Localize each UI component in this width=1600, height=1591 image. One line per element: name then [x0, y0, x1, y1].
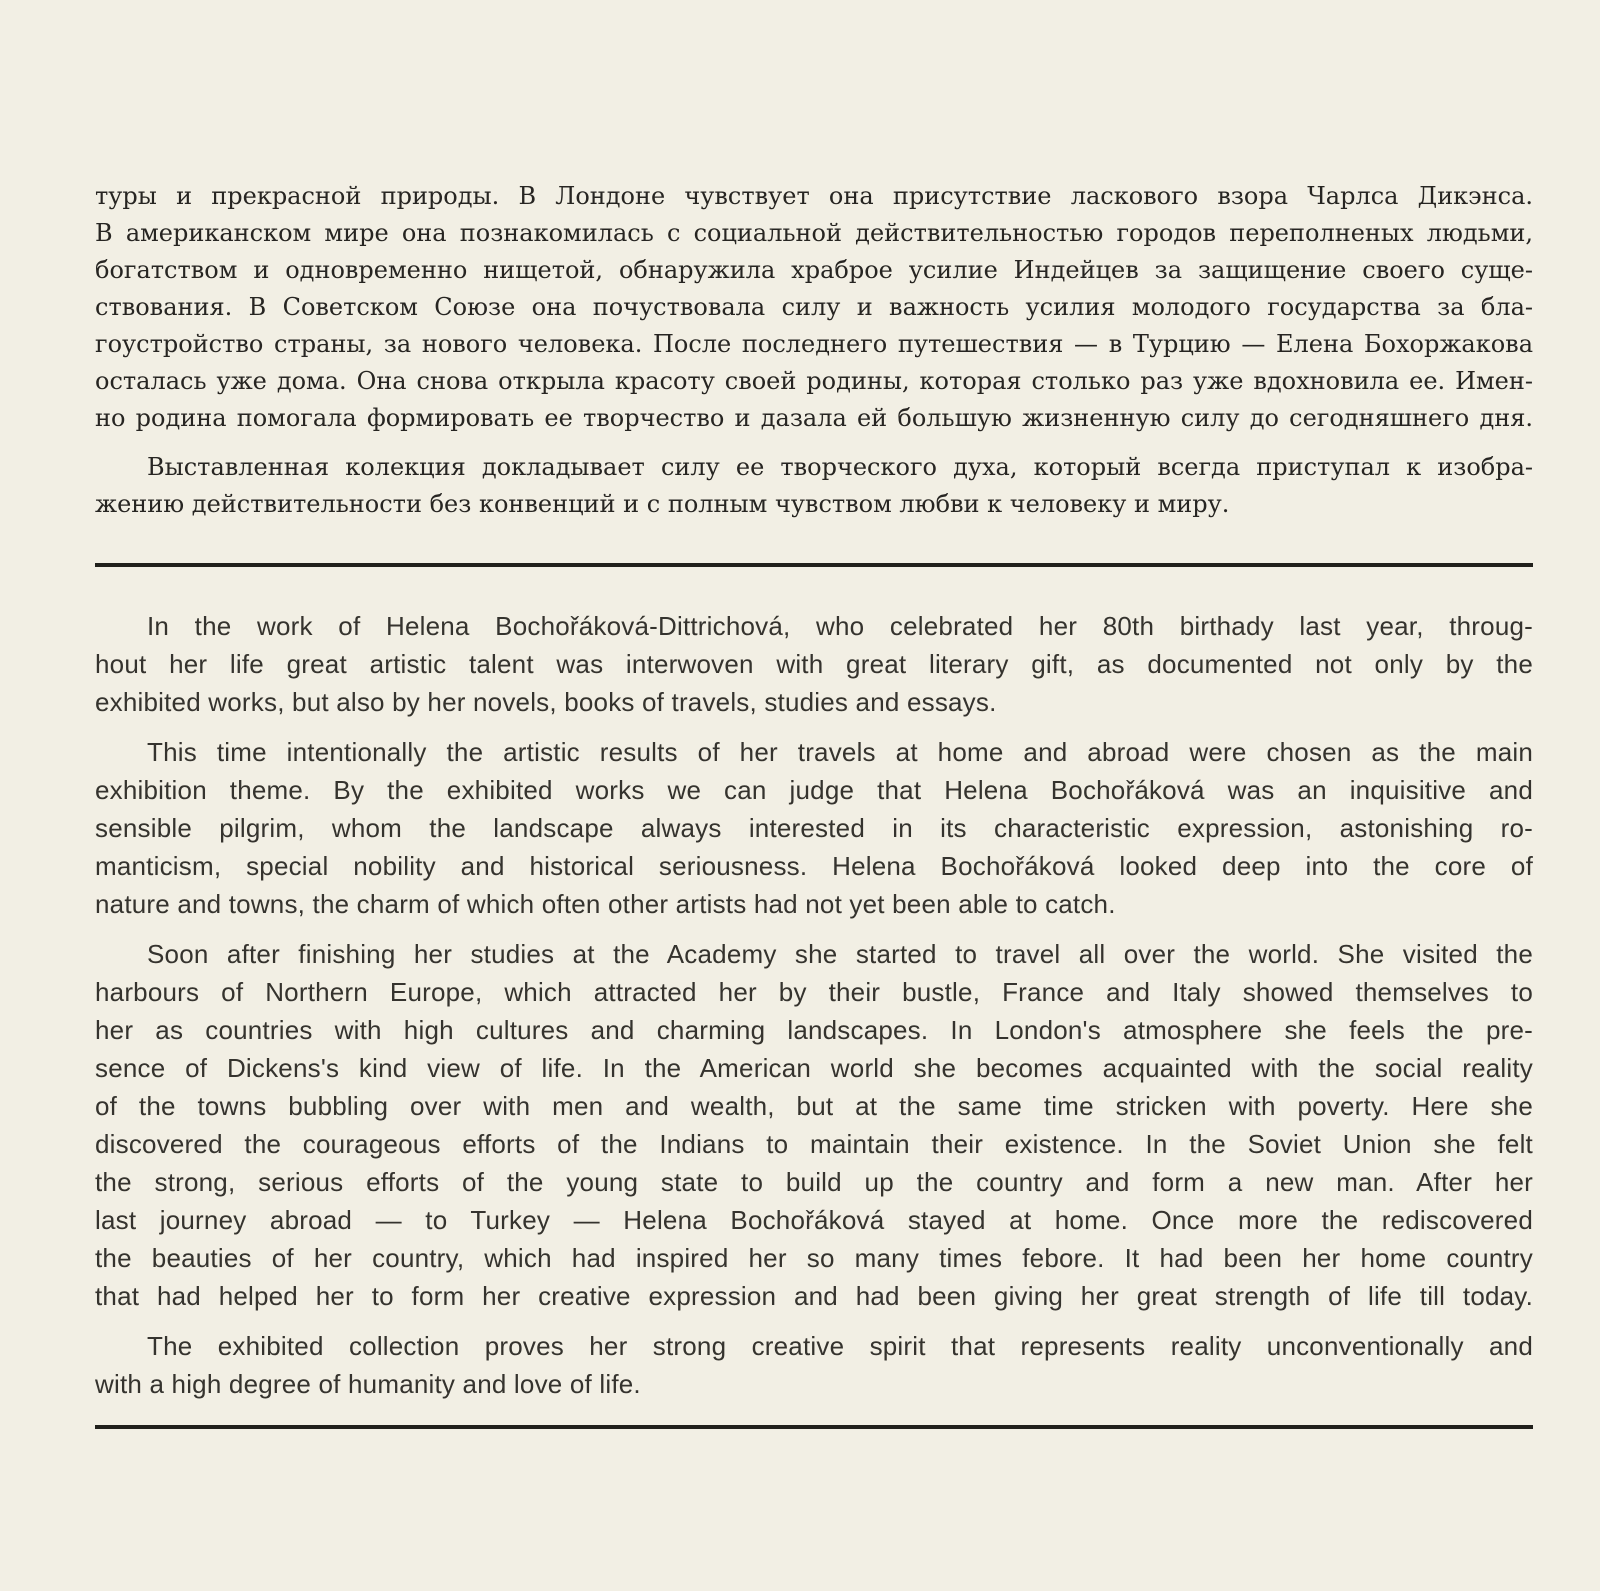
paragraph	[95, 733, 1533, 923]
text-line: discovered the courageous efforts of the Indians to maintain their existence. In the Soviet Union she felt	[95, 1129, 1533, 1159]
text-line: Выставленная колекция докладывает силу ее творческого духа, который всегда приступал к изобра-	[147, 453, 1533, 481]
text-line: exhibited works, but also by her novels, books of travels, studies and essays.	[95, 687, 997, 717]
text-line: exhibition theme. By the exhibited works we can judge that Helena Bochořáková was an inquisitive and	[95, 775, 1533, 805]
text-line: nature and towns, the charm of which often other artists had not yet been able to catch.	[95, 889, 1116, 919]
text-line: жению действительности без конвенций и с полным чувством любви к человеку и миру.	[95, 490, 1230, 518]
text-line: осталась уже дома. Она снова открыла красоту своей родины, которая столько раз уже вдохновила ее. Имен-	[95, 367, 1533, 395]
text-line: In the work of Helena Bochořáková-Dittrichová, who celebrated her 80th birthady last year, throug-	[147, 611, 1533, 641]
text-line: The exhibited collection proves her strong creative spirit that represents reality unconventionally and	[147, 1331, 1533, 1361]
paragraph	[95, 1327, 1533, 1403]
text-line: sensible pilgrim, whom the landscape always interested in its characteristic expression, astonishing ro-	[95, 813, 1533, 843]
text-line: This time intentionally the artistic results of her travels at home and abroad were chosen as the main	[147, 737, 1533, 767]
paragraph	[95, 935, 1533, 1315]
text-line: sence of Dickens's kind view of life. In the American world she becomes acquainted with the social reality	[95, 1053, 1533, 1083]
text-line: Soon after finishing her studies at the Academy she started to travel all over the world. She visited the	[147, 939, 1533, 969]
text-line: that had helped her to form her creative expression and had been giving her great strength of life till today.	[95, 1281, 1533, 1311]
separator-rule-top	[95, 563, 1533, 567]
text-line: with a high degree of humanity and love of life.	[95, 1369, 641, 1399]
text-line: hout her life great artistic talent was interwoven with great literary gift, as documented not only by the	[95, 649, 1533, 679]
text-line: the strong, serious efforts of the young state to build up the country and form a new man. After her	[95, 1167, 1533, 1197]
text-line: но родина помогала формировать ее творчество и дазала ей большую жизненную силу до сегодняшнего дня.	[95, 404, 1533, 432]
russian-text-section	[95, 178, 1533, 523]
text-line: of the towns bubbling over with men and wealth, but at the same time stricken with poverty. Here she	[95, 1091, 1533, 1121]
text-line: harbours of Northern Europe, which attracted her by their bustle, France and Italy showed themselves to	[95, 977, 1533, 1007]
text-line: богатством и одновременно нищетой, обнаружила храброе усилие Индейцев за защищение своего суще-	[95, 256, 1533, 284]
text-line: В американском мире она познакомилась с социальной действительностью городов переполненых людьми,	[95, 219, 1533, 247]
text-line: the beauties of her country, which had inspired her so many times febore. It had been her home country	[95, 1243, 1533, 1273]
text-line: her as countries with high cultures and charming landscapes. In London's atmosphere she feels the pre-	[95, 1015, 1533, 1045]
paragraph	[95, 607, 1533, 721]
text-line: ствования. В Советском Союзе она почуствовала силу и важность усилия молодого государства за бла-	[95, 293, 1533, 321]
english-text-section	[95, 607, 1533, 1403]
text-line: туры и прекрасной природы. В Лондоне чувствует она присутствие ласкового взора Чарлса Дикэнса.	[95, 182, 1533, 210]
paragraph	[95, 178, 1533, 437]
text-line: last journey abroad — to Turkey — Helena Bochořáková stayed at home. Once more the rediscovered	[95, 1205, 1533, 1235]
text-line: гоустройство страны, за нового человека. После последнего путешествия — в Турцию — Елена Бохоржакова	[95, 330, 1533, 358]
text-line: manticism, special nobility and historical seriousness. Helena Bochořáková looked deep into the core of	[95, 851, 1533, 881]
paragraph	[95, 449, 1533, 523]
separator-rule-bottom	[95, 1425, 1533, 1429]
page-content	[95, 0, 1533, 1429]
